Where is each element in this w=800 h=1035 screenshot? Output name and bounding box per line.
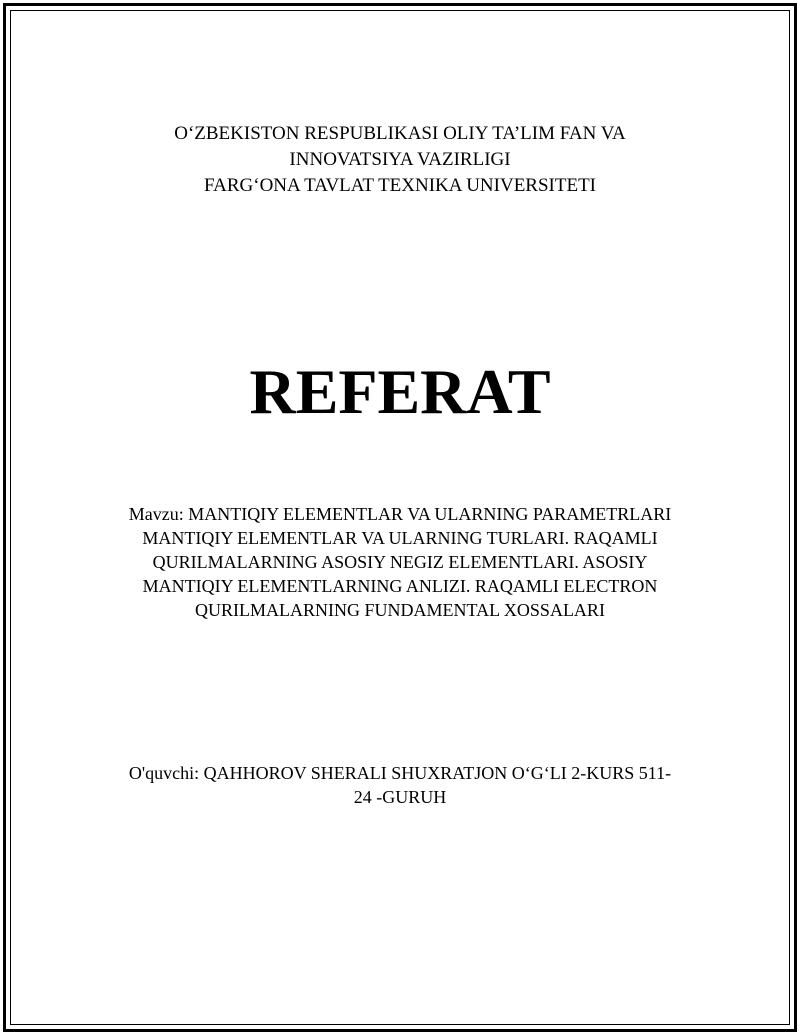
topic-line: QURILMALARNING FUNDAMENTAL XOSSALARI [195,600,605,620]
document-title: REFERAT [249,356,551,427]
institution-header [0,121,800,199]
topic-line: Mavzu: MANTIQIY ELEMENTLAR VA ULARNING PARAMETRLARI [128,504,672,524]
student-line: O'quvchi: QAHHOROV SHERALI SHUXRATJON O‘G‘LI 2-KURS 511- [128,763,672,783]
header-line: INNOVATSIYA VAZIRLIGI [289,149,511,170]
topic-line: QURILMALARNING ASOSIY NEGIZ ELEMENTLARI. ASOSIY [152,552,648,572]
topic-line: MANTIQIY ELEMENTLAR VA ULARNING TURLARI. RAQAMLI [142,528,658,548]
topic-block [0,502,800,622]
header-line: O‘ZBEKISTON RESPUBLIKASI OLIY TA’LIM FAN VA [174,123,626,144]
header-line: FARG‘ONA TAVLAT TEXNIKA UNIVERSITETI [203,175,597,196]
student-line: 24 -GURUH [353,787,447,807]
student-block [0,761,800,809]
topic-line: MANTIQIY ELEMENTLARNING ANLIZI. RAQAMLI ELECTRON [142,576,658,596]
